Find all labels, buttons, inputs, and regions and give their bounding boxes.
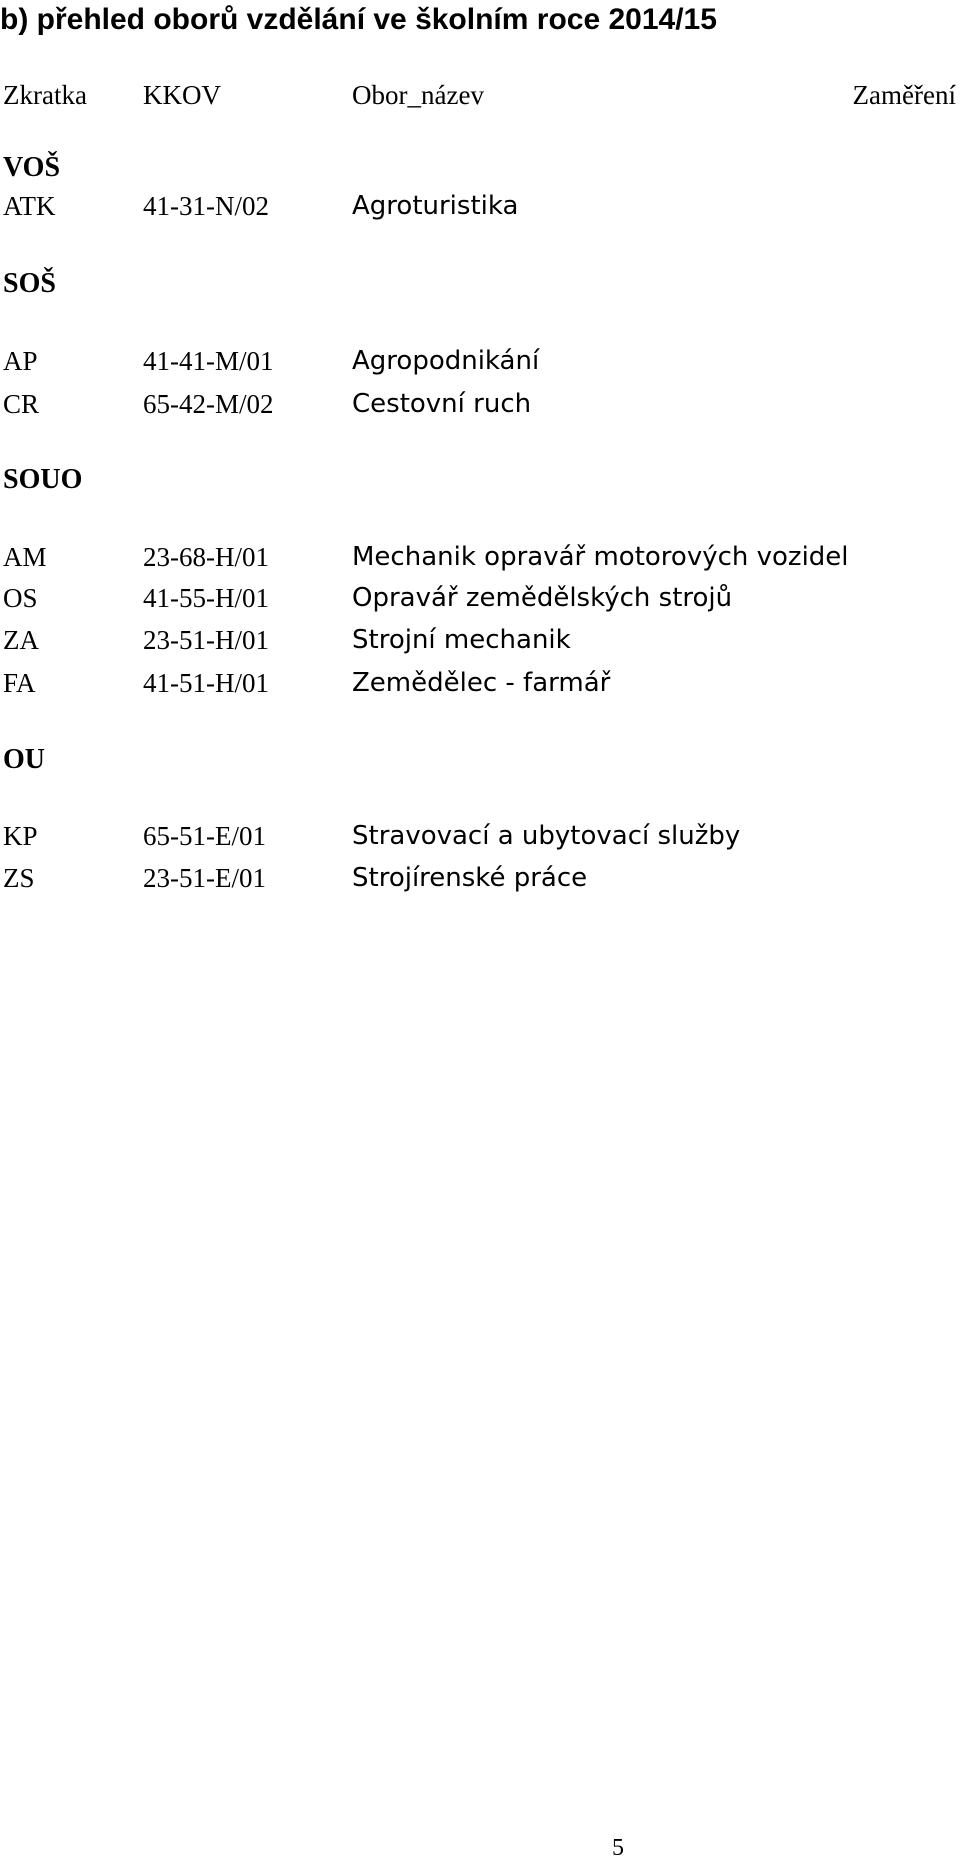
row-code: 41-31-N/02 — [143, 191, 269, 221]
row-code: 41-55-H/01 — [143, 583, 269, 613]
row-name: Agropodnikání — [352, 346, 540, 376]
row-name: Opravář zemědělských strojů — [352, 583, 733, 613]
table-header — [0, 75, 960, 115]
row-name: Strojní mechanik — [352, 625, 571, 655]
row-name: Strojírenské práce — [352, 863, 588, 893]
page-number: 5 — [612, 1835, 624, 1861]
header-zamereni: Zaměření — [852, 80, 956, 110]
section-heading-ou: OU — [3, 744, 45, 775]
row-code: 65-51-E/01 — [143, 821, 266, 851]
section-heading-sos: SOŠ — [3, 268, 56, 299]
table-row — [0, 578, 960, 618]
row-code: 65-42-M/02 — [143, 389, 274, 419]
row-name: Cestovní ruch — [352, 389, 532, 419]
table-row — [0, 858, 960, 898]
row-abbr: AP — [3, 346, 38, 376]
row-name: Mechanik opravář motorových vozidel — [352, 542, 849, 572]
table-row — [0, 384, 960, 424]
header-obor-nazev: Obor_název — [352, 80, 484, 110]
table-row — [0, 537, 960, 577]
table-row — [0, 186, 960, 226]
row-abbr: ATK — [3, 191, 56, 221]
table-row — [0, 341, 960, 381]
table-row — [0, 663, 960, 703]
header-zkratka: Zkratka — [3, 80, 87, 110]
table-row — [0, 620, 960, 660]
row-abbr: FA — [3, 668, 36, 698]
row-code: 41-41-M/01 — [143, 346, 274, 376]
header-kkov: KKOV — [143, 80, 221, 110]
section-heading-souo: SOUO — [3, 464, 83, 495]
row-abbr: KP — [3, 821, 38, 851]
row-code: 23-51-H/01 — [143, 625, 269, 655]
row-abbr: ZS — [3, 863, 35, 893]
section-heading-vos: VOŠ — [3, 152, 61, 183]
page-title: b) přehled oborů vzdělání ve školním roce 2014/15 — [0, 3, 717, 36]
row-name: Agroturistika — [352, 191, 519, 221]
row-name: Stravovací a ubytovací služby — [352, 821, 741, 851]
table-row — [0, 816, 960, 856]
row-abbr: AM — [3, 542, 47, 572]
row-abbr: CR — [3, 389, 40, 419]
row-code: 23-68-H/01 — [143, 542, 269, 572]
row-code: 23-51-E/01 — [143, 863, 266, 893]
row-abbr: OS — [3, 583, 38, 613]
row-abbr: ZA — [3, 625, 39, 655]
row-name: Zemědělec - farmář — [352, 668, 611, 698]
row-code: 41-51-H/01 — [143, 668, 269, 698]
